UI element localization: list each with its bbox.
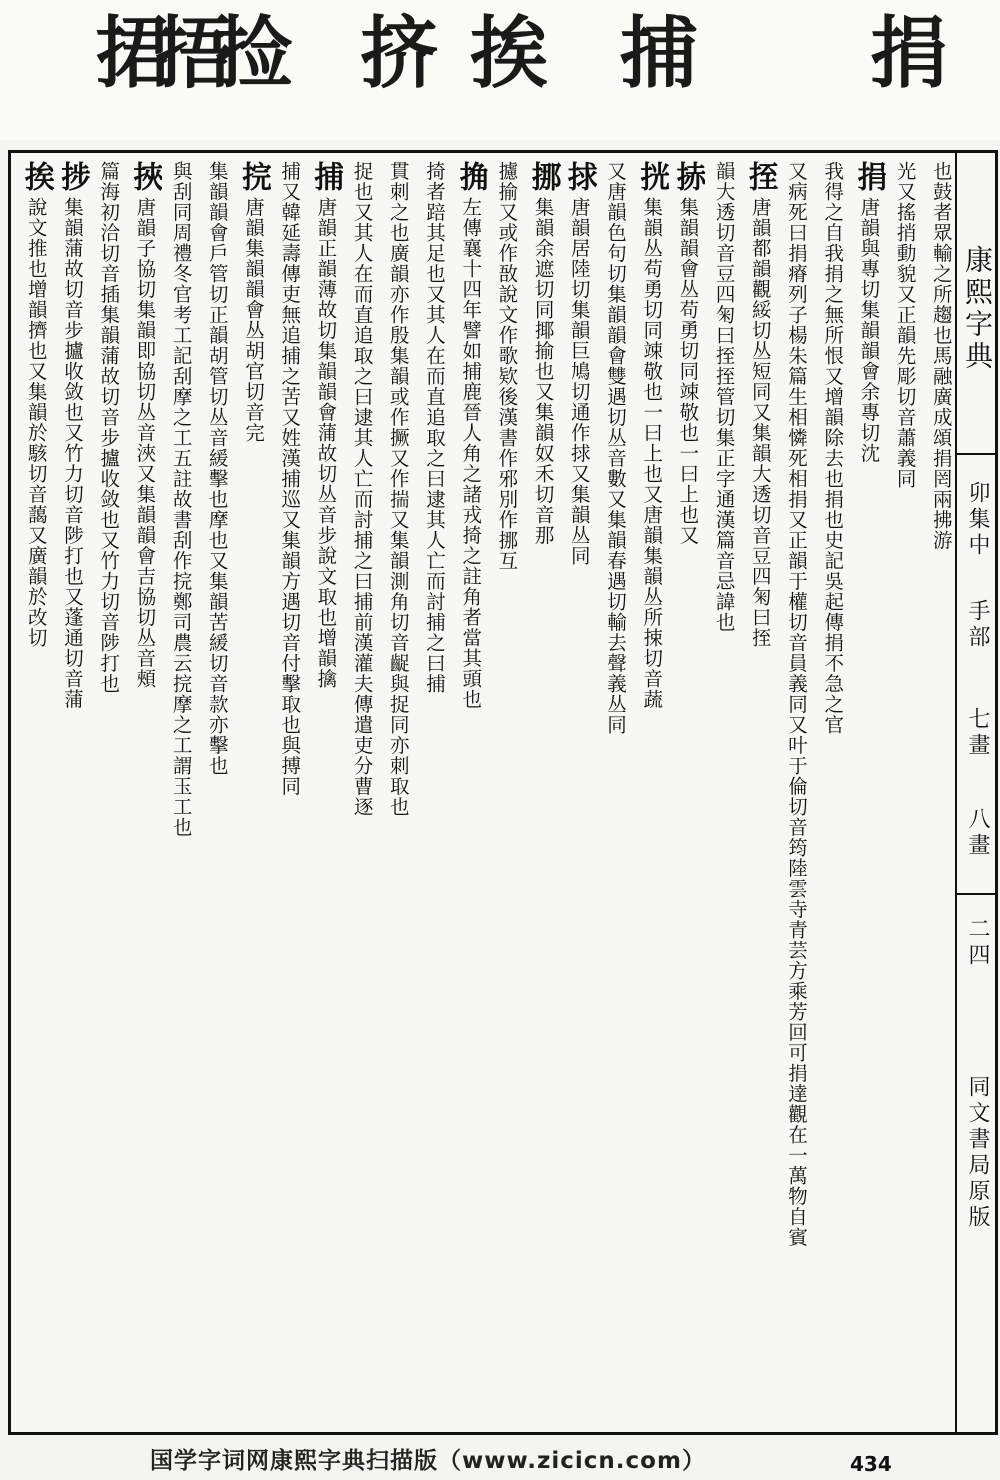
- dictionary-columns: [11, 153, 966, 1432]
- seal-character: 捐: [870, 8, 949, 99]
- entry-text: 集韻韻會丛苟勇切同竦敬也一曰上也又: [676, 197, 700, 546]
- site-banner: 国学字词网康熙字典扫描版（www.zicicn.com）: [150, 1448, 706, 1474]
- entry-text: 又病死曰捐瘠列子楊朱篇生相憐死相捐又正韻于權切音員義同又叶于倫切音筠陸雲寺青芸方乘芳回可捐達觀在一萬物自賓: [785, 161, 808, 1248]
- entry-text: 光又搖捎動貌又正韻先彫切音蕭義同: [893, 161, 917, 489]
- seal-character: 捃: [95, 8, 174, 99]
- headword: 捕: [308, 161, 344, 197]
- seal-character: 挨: [470, 8, 549, 99]
- entry-column: [525, 161, 561, 1426]
- stroke-label-b: 八畫: [965, 807, 990, 859]
- entry-text: 說文推也增韻擠也又集韻於駭切音藹又廣韻於改切: [24, 197, 48, 648]
- stroke-label-a: 七畫: [965, 707, 990, 759]
- headword: 捐: [851, 161, 887, 197]
- entry-column: [633, 161, 669, 1426]
- entry-text: 我得之自我捐之無所恨又增韻除去也捐也史記吳起傳捐不急之官: [821, 161, 845, 735]
- entry-column: [669, 161, 705, 1426]
- section-label: 卯集中: [965, 481, 990, 559]
- entry-column: [923, 161, 959, 1426]
- entry-column: [380, 161, 416, 1426]
- entry-text: 唐韻子協切集韻即協切丛音浹又集韻韻會吉協切丛音頰: [133, 197, 157, 689]
- entry-column: [163, 161, 199, 1426]
- headword: 挨: [18, 161, 54, 197]
- headword: 捄: [561, 161, 597, 197]
- entry-text: 唐韻正韻薄故切集韻韻會蒲故切丛音步說文取也增韻擒: [314, 197, 338, 689]
- entry-text: 攄揄又或作敔說文作歌欵後漢書作邪別作挪互: [495, 161, 519, 571]
- entry-column: [706, 161, 742, 1426]
- entry-text: 掎者踣其足也又其人在而直追取之曰逮其人亡而討捕之曰捕: [423, 161, 446, 694]
- entry-text: 也鼓者眾輸之所趨也馬融廣成頌捐罔兩拂游: [929, 161, 953, 551]
- publisher-label: 同文書局原版: [965, 1075, 990, 1231]
- entry-column: [814, 161, 850, 1426]
- page-label: 二四: [965, 917, 990, 969]
- headword: 捖: [236, 161, 271, 197]
- entry-column: [778, 161, 814, 1426]
- entry-column: [54, 161, 90, 1426]
- entry-column: [235, 161, 271, 1426]
- headword: 捗: [55, 161, 90, 197]
- entry-column: [344, 161, 380, 1426]
- page-number: 434: [850, 1452, 892, 1476]
- entry-text: 唐韻都韻觀綏切丛短同又集韻大透切音豆四匊曰挃: [748, 197, 772, 648]
- entry-column: [126, 161, 162, 1426]
- footer: [0, 1438, 1000, 1480]
- entry-text: 貫刺之也廣韻亦作殷集韻或作撅又作揣又集韻測角切音齪與捉同亦刺取也: [386, 161, 410, 817]
- entry-column: [597, 161, 633, 1426]
- seal-character: 捕: [620, 8, 699, 99]
- entry-text: 與刮同周禮冬官考工記刮摩之工五註故書刮作捖鄭司農云捖摩之工謂玉工也: [169, 161, 193, 838]
- headword: 捔: [453, 161, 489, 197]
- entry-text: 唐韻居陸切集韻巨鳩切通作捄又集韻丛同: [567, 197, 591, 566]
- entry-text: 左傳襄十四年譬如捕鹿晉人角之諸戎掎之註角者當其頭也: [459, 197, 483, 710]
- entry-text: 韻大透切音豆四匊曰挃挃管切集正字通漢篇音忌諱也: [712, 161, 736, 633]
- headword: 捇: [670, 161, 706, 197]
- entry-column: [271, 161, 307, 1426]
- headword: 挃: [742, 161, 778, 197]
- entry-text: 集韻蒲故切音步攎收敛也又竹力切音陟打也又蓬通切音蒲: [61, 197, 84, 710]
- entry-column: [850, 161, 886, 1426]
- entry-column: [742, 161, 778, 1426]
- entry-text: 捕又韓延壽傳吏無追捕之苦又姓漢捕巡又集韻方遇切音付擊取也與搏同: [278, 161, 302, 797]
- entry-text: 集韻韻會戶管切正韻胡管切丛音緩擊也摩也又集韻苦緩切音款亦擊也: [205, 161, 229, 776]
- entry-text: 唐韻與專切集韻韻會余專切沈: [857, 197, 881, 464]
- entry-column: [488, 161, 524, 1426]
- entry-column: [452, 161, 488, 1426]
- entry-column: [18, 161, 54, 1426]
- radical-label: 手部: [965, 599, 990, 651]
- entry-text: 捉也又其人在而直追取之曰逮其人亡而討捕之曰捕前漢灌夫傳遣吏分曹逐: [350, 161, 374, 817]
- entry-column: [90, 161, 126, 1426]
- seal-character: 捂: [155, 8, 234, 99]
- seal-character: 挤: [360, 8, 439, 99]
- entry-column: [561, 161, 597, 1426]
- entry-text: 唐韻集韻韻會丛胡官切音完: [242, 197, 265, 443]
- seal-script-header: [0, 0, 1000, 140]
- entry-text: 集韻余遮切同揶揄也又集韻奴禾切音那: [531, 197, 555, 546]
- headword: 挄: [634, 161, 670, 197]
- page-margin: [955, 153, 995, 1432]
- dictionary-page: [8, 150, 998, 1435]
- entry-column: [307, 161, 343, 1426]
- headword: 挪: [525, 161, 561, 197]
- entry-column: [199, 161, 235, 1426]
- entry-column: [416, 161, 452, 1426]
- entry-text: 篇海初洽切音插集韻蒲故切音步攎收敛也又竹力切音陟打也: [97, 161, 121, 694]
- entry-text: 又唐韻色句切集韻韻會雙遇切丛音數又集韻春遇切輸去聲義丛同: [604, 161, 627, 735]
- headword: 挾: [127, 161, 163, 197]
- entry-text: 集韻丛苟勇切同竦敬也一曰上也又唐韻集韻丛所捒切音蔬: [640, 197, 664, 710]
- seal-character: 捡: [215, 8, 294, 99]
- entry-column: [887, 161, 923, 1426]
- book-title: 康熙字典: [961, 245, 994, 373]
